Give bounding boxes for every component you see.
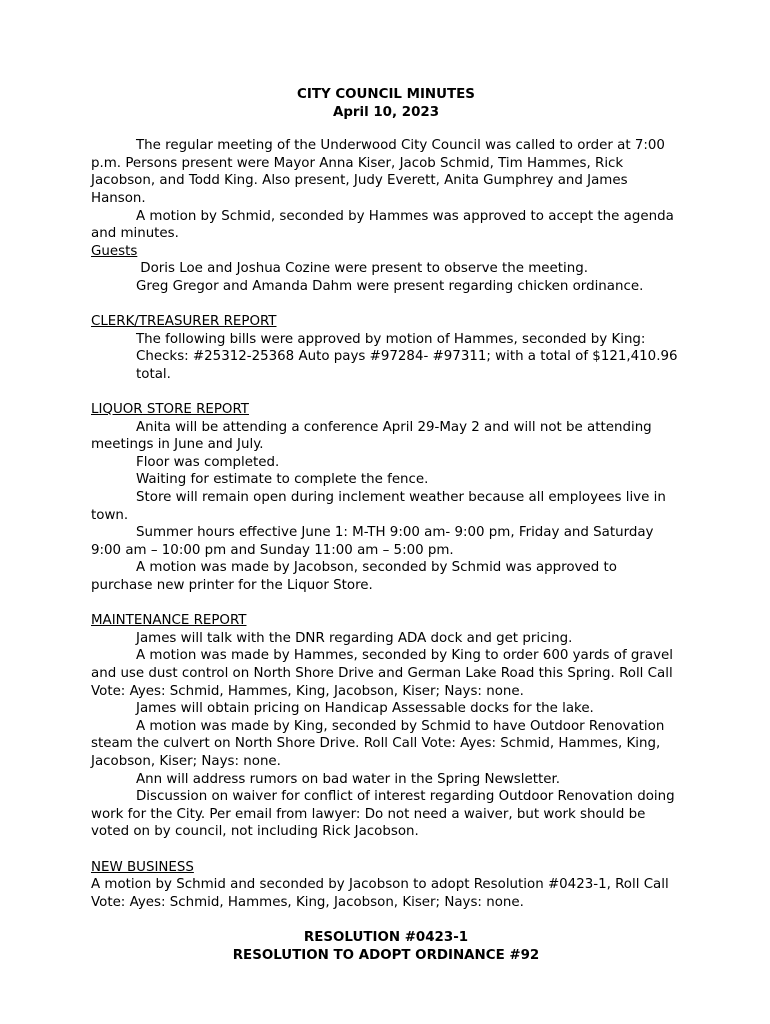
- spacer: [91, 595, 681, 613]
- liquor-paragraph-1: Anita will be attending a conference April 29-May 2 and will not be attending meetings in June and July.: [91, 419, 652, 453]
- meeting-date: April 10, 2023: [332, 104, 440, 120]
- clerk-treasurer-heading: CLERK/TREASURER REPORT: [91, 314, 277, 330]
- spacer: [91, 121, 681, 137]
- new-business-paragraph: A motion by Schmid and seconded by Jacobson to adopt Resolution #0423-1, Roll Call Vote: Ayes: Schmid, Hammes, King, Jacobson, Kiser; Nays: none.: [91, 877, 669, 910]
- maintenance-paragraph-5: Ann will address rumors on bad water in the Spring Newsletter.: [136, 771, 560, 787]
- maintenance-paragraph-3: James will obtain pricing on Handicap Assessable docks for the lake.: [136, 701, 594, 717]
- document-title: CITY COUNCIL MINUTES: [297, 87, 475, 102]
- guests-paragraph-1: Doris Loe and Joshua Cozine were present to observe the meeting.: [136, 261, 588, 277]
- liquor-paragraph-2: Floor was completed.: [136, 454, 280, 470]
- maintenance-paragraph-4: A motion was made by King, seconded by Schmid to have Outdoor Renovation steam the culvert on North Shore Drive. Roll Call Vote: Ayes: Schmid, Hammes, King, Jacobson, Kiser; Nays: none.: [91, 718, 665, 769]
- liquor-paragraph-3: Waiting for estimate to complete the fence.: [136, 472, 429, 488]
- liquor-paragraph-5: Summer hours effective June 1: M-TH 9:00 am- 9:00 pm, Friday and Saturday 9:00 am – 10:00 pm and Sunday 11:00 am – 5:00 pm.: [91, 525, 654, 558]
- liquor-store-heading: LIQUOR STORE REPORT: [91, 402, 249, 418]
- resolution-title: RESOLUTION TO ADOPT ORDINANCE #92: [232, 947, 540, 963]
- maintenance-paragraph-1: James will talk with the DNR regarding ADA dock and get pricing.: [136, 630, 573, 646]
- guests-paragraph-2: Greg Gregor and Amanda Dahm were present regarding chicken ordinance.: [136, 278, 644, 294]
- liquor-paragraph-4: Store will remain open during inclement weather because all employees live in town.: [91, 490, 666, 523]
- spacer: [91, 911, 681, 929]
- maintenance-paragraph-2: A motion was made by Hammes, seconded by King to order 600 yards of gravel and use dust control on North Shore Drive and German Lake Road this Spring. Roll Call Vote: Ayes: Schmid, Hammes, King, Jacobson, Kiser; Nays: none.: [91, 648, 674, 699]
- liquor-paragraph-6: A motion was made by Jacobson, seconded by Schmid was approved to purchase new printer for the Liquor Store.: [91, 560, 617, 594]
- new-business-heading: NEW BUSINESS: [91, 859, 194, 875]
- resolution-number: RESOLUTION #0423-1: [303, 929, 469, 945]
- clerk-treasurer-paragraph: The following bills were approved by motion of Hammes, seconded by King: Checks: #25312-25368 Auto pays #97284- #97311; with a total of $121,410.96 total.: [136, 331, 678, 382]
- agenda-motion-paragraph: A motion by Schmid, seconded by Hammes was approved to accept the agenda and minutes.: [91, 208, 674, 242]
- spacer: [91, 384, 681, 402]
- intro-paragraph: The regular meeting of the Underwood City Council was called to order at 7:00 p.m. Persons present were Mayor Anna Kiser, Jacob Schmid, Tim Hammes, Rick Jacobson, and Todd King. Also present, Judy Everett, Anita Gumphrey and James Hanson.: [91, 138, 665, 206]
- maintenance-heading: MAINTENANCE REPORT: [91, 613, 247, 629]
- spacer: [91, 841, 681, 859]
- guests-heading: Guests: [91, 243, 138, 259]
- document-page: [91, 86, 681, 964]
- maintenance-paragraph-6: Discussion on waiver for conflict of interest regarding Outdoor Renovation doing work for the City. Per email from lawyer: Do not need a waiver, but work should be voted on by council, not including Rick Jacobson.: [91, 789, 675, 840]
- spacer: [91, 296, 681, 314]
